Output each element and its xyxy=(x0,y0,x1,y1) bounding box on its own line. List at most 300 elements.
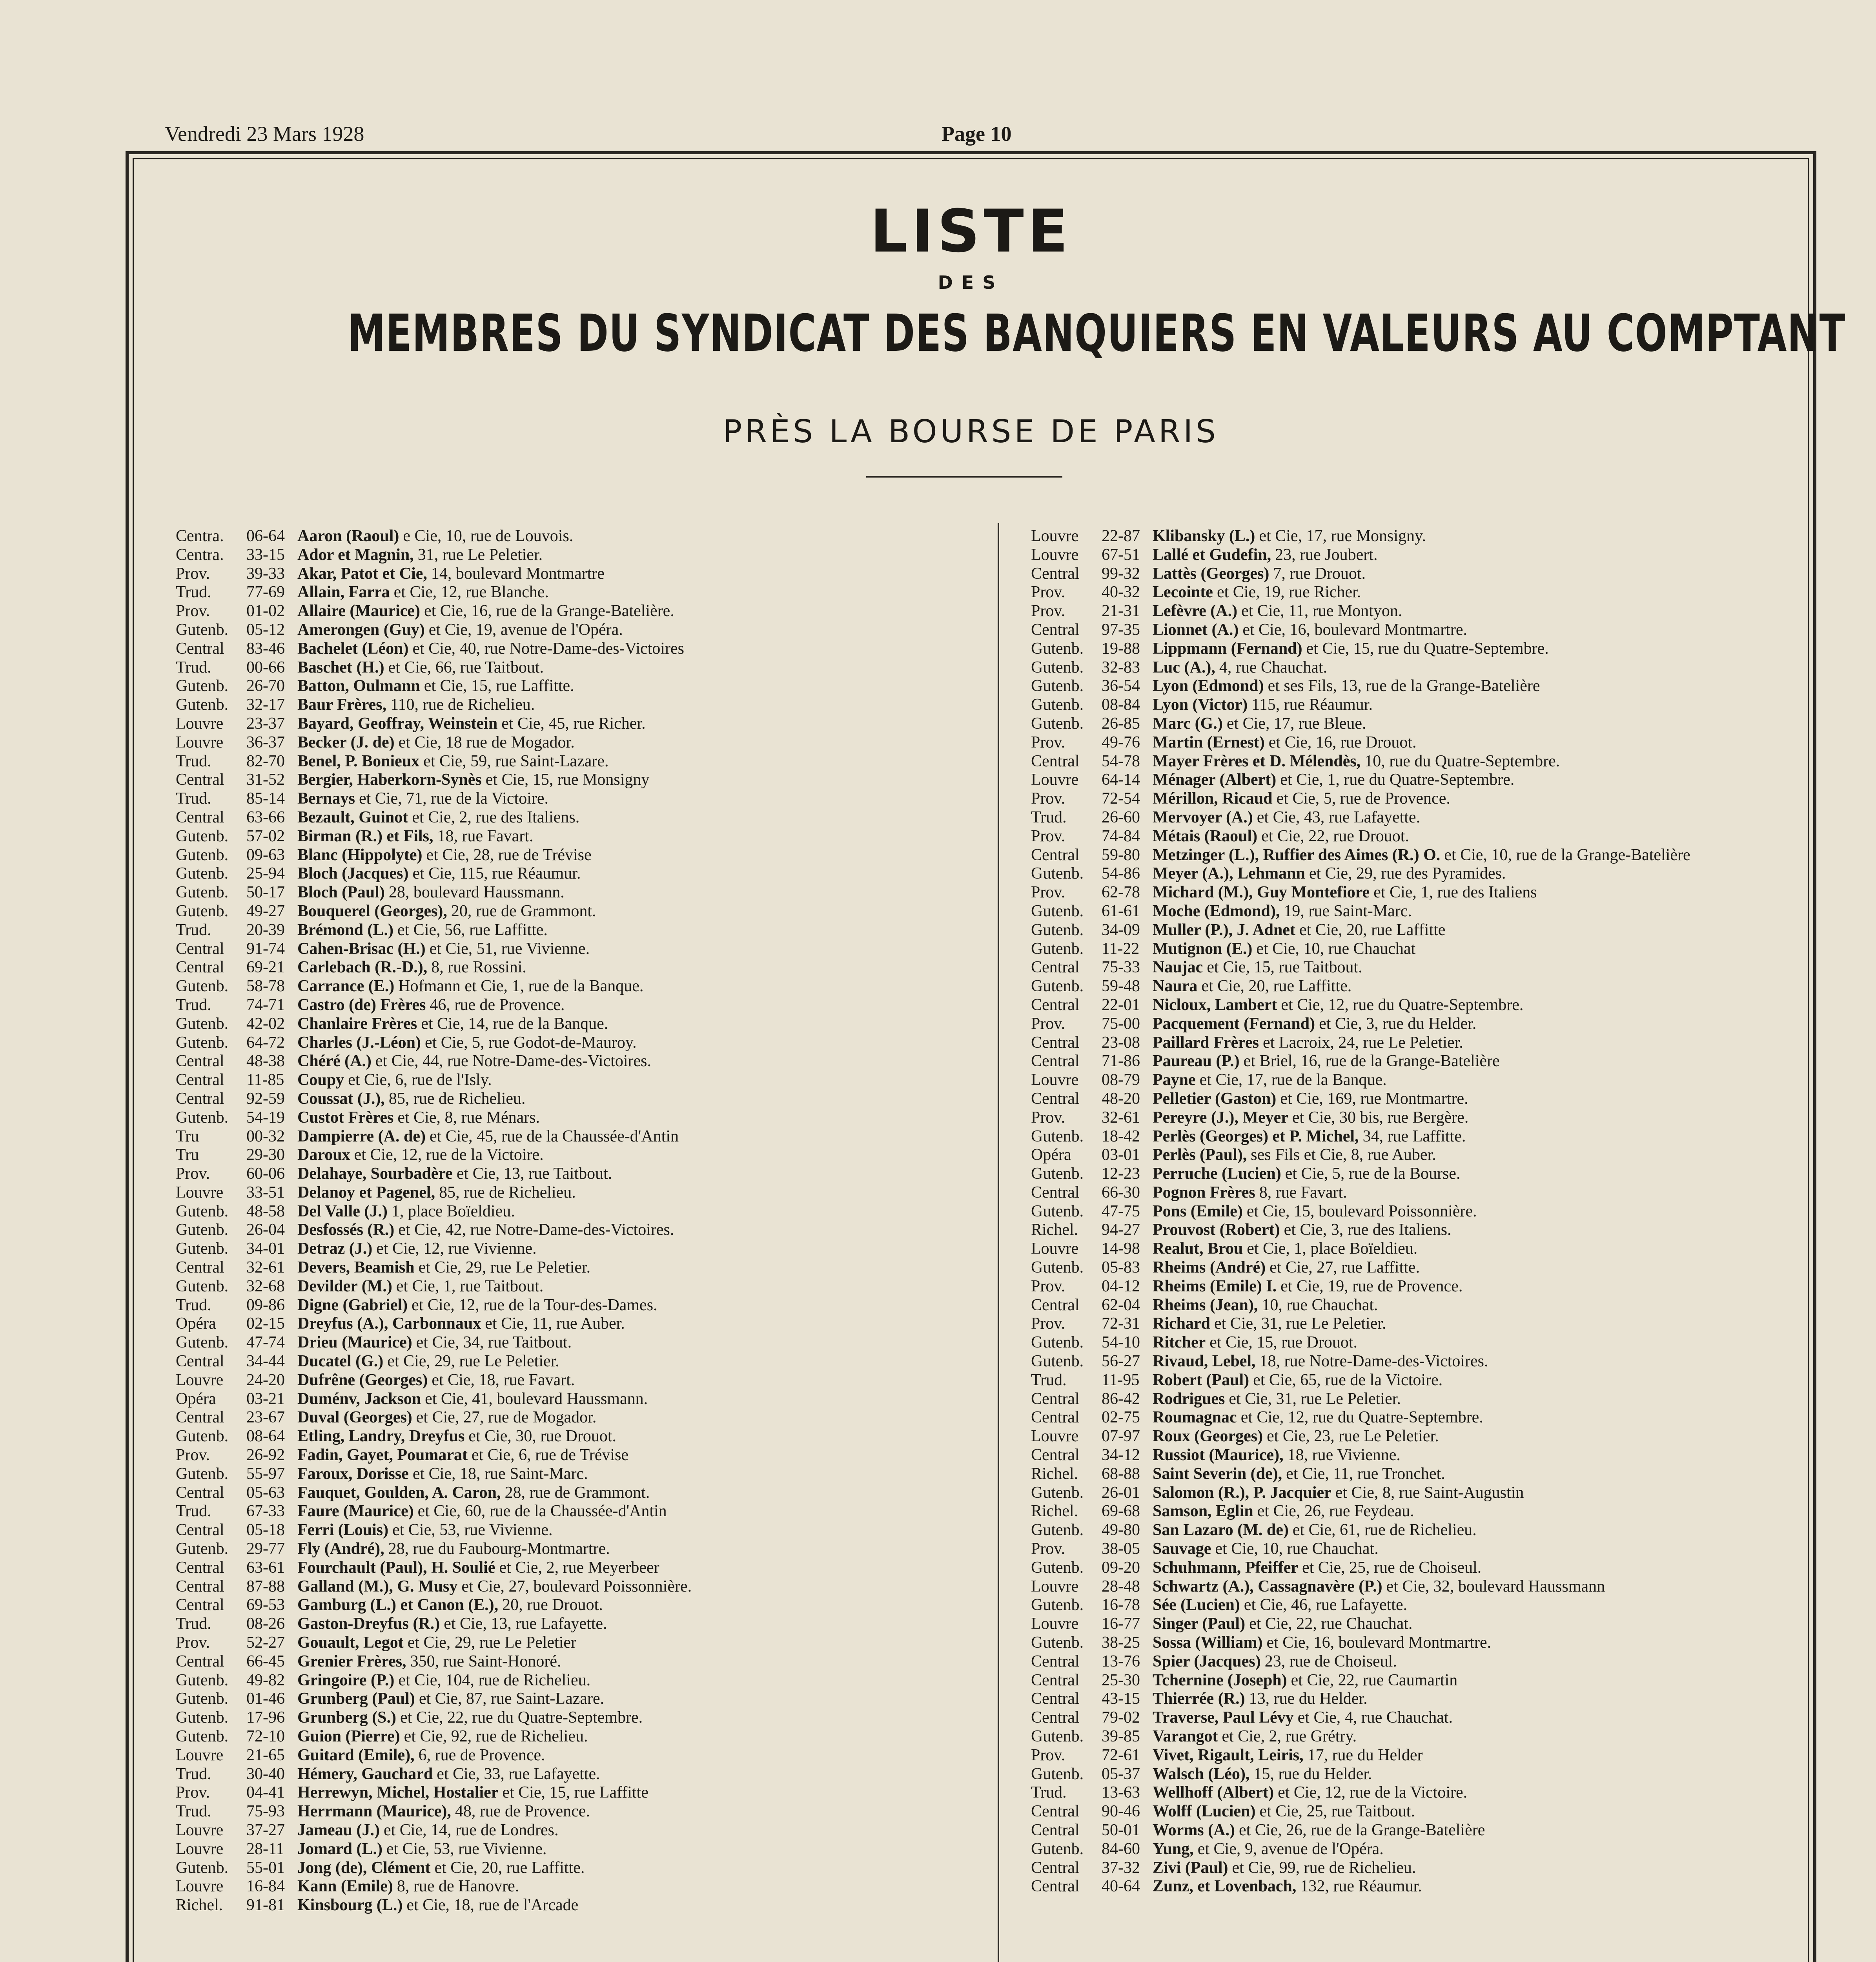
member-exchange: Central xyxy=(176,639,224,658)
member-row xyxy=(1031,583,1808,602)
member-address: 4, rue Chauchat. xyxy=(1219,658,1328,676)
member-telephone: 16-84 xyxy=(246,1877,285,1896)
member-exchange: Gutenb. xyxy=(1031,1840,1084,1858)
member-exchange: Opéra xyxy=(1031,1146,1071,1164)
member-address: et Cie, 65, rue de la Victoire. xyxy=(1253,1371,1443,1389)
member-exchange: Richel. xyxy=(1031,1221,1078,1239)
member-name: Walsch (Léo), xyxy=(1153,1765,1250,1783)
member-address: et Cie, 60, rue de la Chaussée-d'Antin xyxy=(417,1502,667,1521)
member-name: Allaire (Maurice) xyxy=(297,602,420,620)
member-telephone: 13-76 xyxy=(1102,1652,1140,1670)
member-name: Ferri (Louis) xyxy=(297,1521,389,1539)
member-exchange: Gutenb. xyxy=(176,1033,229,1052)
member-exchange: Prov. xyxy=(1031,1277,1065,1295)
member-telephone: 87-88 xyxy=(246,1577,285,1595)
member-exchange: Gutenb. xyxy=(1031,1596,1084,1614)
member-name: Baschet (H.) xyxy=(297,658,384,676)
member-exchange: Gutenb. xyxy=(1031,1558,1084,1577)
member-telephone: 60-06 xyxy=(246,1165,285,1183)
member-telephone: 03-01 xyxy=(1102,1146,1140,1164)
member-name: San Lazaro (M. de) xyxy=(1153,1521,1289,1539)
member-exchange: Louvre xyxy=(1031,1577,1079,1595)
member-name: Roumagnac xyxy=(1153,1408,1237,1427)
member-row xyxy=(1031,1615,1808,1634)
member-name: Samson, Eglin xyxy=(1153,1502,1253,1521)
member-address: 34, rue Laffitte. xyxy=(1362,1127,1466,1145)
member-address: et Cie, 32, boulevard Haussmann xyxy=(1386,1577,1605,1595)
member-telephone: 24-20 xyxy=(246,1371,285,1389)
member-address: 14, boulevard Montmartre xyxy=(431,564,605,583)
member-row xyxy=(1031,771,1808,790)
title-liste: LISTE xyxy=(870,197,1072,266)
member-name: Roux (Georges) xyxy=(1153,1427,1263,1446)
member-telephone: 71-86 xyxy=(1102,1052,1140,1070)
member-row xyxy=(176,1727,996,1746)
member-row xyxy=(176,546,996,565)
member-exchange: Prov. xyxy=(176,1634,210,1652)
member-row xyxy=(176,1877,996,1896)
member-row xyxy=(176,1484,996,1502)
member-row xyxy=(1031,1296,1808,1315)
member-exchange: Trud. xyxy=(1031,1783,1067,1802)
member-row xyxy=(176,1502,996,1521)
member-exchange: Gutenb. xyxy=(176,883,229,902)
member-row xyxy=(176,1634,996,1652)
member-address: et Cie, 15, rue Laffitte xyxy=(502,1783,648,1802)
member-row xyxy=(176,977,996,996)
member-telephone: 72-54 xyxy=(1102,790,1140,808)
member-telephone: 19-88 xyxy=(1102,639,1140,658)
member-row xyxy=(1031,790,1808,808)
member-exchange: Central xyxy=(176,1258,224,1277)
member-address: et Cie, 66, rue Taitbout. xyxy=(388,658,544,676)
member-row xyxy=(176,1652,996,1671)
member-address: et Cie, 14, rue de la Banque. xyxy=(421,1014,608,1033)
member-telephone: 54-10 xyxy=(1102,1333,1140,1352)
member-address: et Cie, 5, rue Godot-de-Mauroy. xyxy=(424,1033,637,1052)
member-name: Zunz, et Lovenbach, xyxy=(1153,1877,1297,1896)
member-address: 8, rue Rossini. xyxy=(431,958,526,977)
member-telephone: 54-86 xyxy=(1102,864,1140,883)
member-name: Aaron (Raoul) xyxy=(297,527,399,545)
member-address: 10, rue du Quatre-Septembre. xyxy=(1364,752,1560,770)
member-exchange: Louvre xyxy=(1031,1427,1079,1446)
member-exchange: Trud. xyxy=(176,583,211,602)
member-address: 7, rue Drouot. xyxy=(1273,564,1366,583)
title-rule xyxy=(866,476,1062,478)
member-telephone: 62-78 xyxy=(1102,883,1140,902)
member-telephone: 01-02 xyxy=(246,602,285,620)
member-address: et Cie, 25, rue de Choiseul. xyxy=(1302,1558,1482,1577)
member-name: Schwartz (A.), Cassagnavère (P.) xyxy=(1153,1577,1382,1595)
member-telephone: 31-52 xyxy=(246,771,285,789)
member-row xyxy=(1031,696,1808,715)
member-name: Realut, Brou xyxy=(1153,1240,1243,1258)
member-row xyxy=(1031,1146,1808,1165)
member-address: et Cie, 1, rue du Quatre-Septembre. xyxy=(1280,771,1515,789)
member-name: Faroux, Dorisse xyxy=(297,1464,409,1483)
member-telephone: 66-45 xyxy=(246,1652,285,1670)
member-name: Lecointe xyxy=(1153,583,1213,602)
member-address: et Cie, 10, rue Chauchat xyxy=(1256,939,1416,958)
member-address: et Cie, 51, rue Vivienne. xyxy=(429,939,590,958)
member-row xyxy=(176,808,996,827)
member-exchange: Prov. xyxy=(176,1165,210,1183)
member-name: Traverse, Paul Lévy xyxy=(1153,1709,1294,1727)
member-row xyxy=(176,996,996,1015)
member-name: Paillard Frères xyxy=(1153,1033,1259,1052)
member-name: Duménv, Jackson xyxy=(297,1389,421,1408)
member-address: et Cie, 5, rue de Provence. xyxy=(1276,790,1450,808)
member-telephone: 63-61 xyxy=(246,1558,285,1577)
member-row xyxy=(176,1521,996,1540)
member-address: 20, rue Drouot. xyxy=(502,1596,603,1614)
member-row xyxy=(1031,1221,1808,1240)
member-telephone: 59-80 xyxy=(1102,846,1140,864)
member-telephone: 54-19 xyxy=(246,1108,285,1127)
member-exchange: Prov. xyxy=(1031,1315,1065,1333)
member-exchange: Prov. xyxy=(176,1446,210,1464)
member-exchange: Gutenb. xyxy=(176,677,229,695)
member-exchange: Gutenb. xyxy=(176,1540,229,1558)
member-exchange: Central xyxy=(176,1558,224,1577)
member-telephone: 50-17 xyxy=(246,883,285,902)
member-telephone: 34-01 xyxy=(246,1240,285,1258)
member-address: et Cie, 29, rue des Pyramides. xyxy=(1309,864,1506,883)
member-telephone: 33-51 xyxy=(246,1183,285,1202)
member-exchange: Central xyxy=(176,1577,224,1595)
member-telephone: 29-30 xyxy=(246,1146,285,1164)
member-name: Lattès (Georges) xyxy=(1153,564,1269,583)
member-telephone: 05-37 xyxy=(1102,1765,1140,1783)
member-address: et Cie, 41, boulevard Haussmann. xyxy=(425,1389,648,1408)
member-telephone: 16-77 xyxy=(1102,1615,1140,1633)
member-address: et Cie, 8, rue Ménars. xyxy=(397,1108,540,1127)
member-row xyxy=(176,940,996,959)
member-row xyxy=(1031,1071,1808,1090)
member-name: Naujac xyxy=(1153,958,1203,977)
member-telephone: 84-60 xyxy=(1102,1840,1140,1858)
member-name: Lionnet (A.) xyxy=(1153,620,1239,639)
member-telephone: 90-46 xyxy=(1102,1802,1140,1821)
member-exchange: Louvre xyxy=(1031,527,1079,545)
member-row xyxy=(176,1258,996,1277)
member-exchange: Gutenb. xyxy=(1031,1165,1084,1183)
member-row xyxy=(176,1390,996,1409)
member-telephone: 09-20 xyxy=(1102,1558,1140,1577)
member-exchange: Central xyxy=(1031,1877,1080,1896)
member-telephone: 05-63 xyxy=(246,1483,285,1502)
member-exchange: Gutenb. xyxy=(176,620,229,639)
member-name: Drieu (Maurice) xyxy=(297,1333,412,1352)
member-name: Wellhoff (Albert) xyxy=(1153,1783,1274,1802)
member-name: Varangot xyxy=(1153,1727,1218,1745)
member-row xyxy=(1031,527,1808,546)
member-address: et Cie, 11, rue Tronchet. xyxy=(1286,1464,1445,1483)
member-row xyxy=(176,1221,996,1240)
member-telephone: 91-74 xyxy=(246,939,285,958)
member-exchange: Gutenb. xyxy=(176,1277,229,1295)
member-telephone: 77-69 xyxy=(246,583,285,602)
member-row xyxy=(176,1090,996,1109)
member-row xyxy=(1031,1765,1808,1784)
member-row xyxy=(176,1146,996,1165)
member-address: et Cie, 19, rue Richer. xyxy=(1217,583,1361,602)
member-address: 132, rue Réaumur. xyxy=(1300,1877,1422,1896)
member-exchange: Trud. xyxy=(176,1615,211,1633)
member-exchange: Gutenb. xyxy=(176,1202,229,1220)
member-name: Russiot (Maurice), xyxy=(1153,1446,1284,1464)
member-address: et Cie, 23, rue Le Peletier. xyxy=(1267,1427,1439,1446)
member-name: Grunberg (S.) xyxy=(297,1709,396,1727)
member-address: 28, boulevard Haussmann. xyxy=(388,883,565,902)
member-row xyxy=(176,621,996,640)
member-address: et Cie, 17, rue Bleue. xyxy=(1226,714,1366,733)
member-telephone: 02-75 xyxy=(1102,1408,1140,1427)
member-exchange: Central xyxy=(1031,1089,1080,1108)
member-telephone: 37-32 xyxy=(1102,1858,1140,1877)
member-telephone: 22-01 xyxy=(1102,996,1140,1014)
member-exchange: Gutenb. xyxy=(176,902,229,920)
member-telephone: 32-83 xyxy=(1102,658,1140,676)
member-row xyxy=(1031,1577,1808,1596)
member-exchange: Gutenb. xyxy=(176,1108,229,1127)
member-exchange: Gutenb. xyxy=(1031,1202,1084,1220)
member-exchange: Louvre xyxy=(1031,771,1079,789)
member-name: Lyon (Edmond) xyxy=(1153,677,1264,695)
member-row xyxy=(1031,1596,1808,1615)
member-name: Devilder (M.) xyxy=(297,1277,392,1295)
member-row xyxy=(1031,1859,1808,1878)
member-address: et Cie, 27, rue Laffitte. xyxy=(1269,1258,1420,1277)
member-name: Daroux xyxy=(297,1146,350,1164)
member-telephone: 11-22 xyxy=(1102,939,1140,958)
member-name: Baur Frères, xyxy=(297,696,387,714)
member-name: Naura xyxy=(1153,977,1198,996)
member-exchange: Trud. xyxy=(176,1765,211,1783)
member-name: Amerongen (Guy) xyxy=(297,620,425,639)
member-address: 20, rue de Grammont. xyxy=(451,902,596,920)
member-telephone: 04-41 xyxy=(246,1783,285,1802)
member-address: et Cie, 16, rue de la Grange-Batelière. xyxy=(424,602,674,620)
member-row xyxy=(1031,1352,1808,1371)
member-exchange: Gutenb. xyxy=(1031,1127,1084,1145)
member-name: Michard (M.), Guy Montefiore xyxy=(1153,883,1370,902)
member-address: 17, rue du Helder xyxy=(1307,1746,1423,1764)
member-name: Coupy xyxy=(297,1071,344,1089)
member-telephone: 55-01 xyxy=(246,1858,285,1877)
member-exchange: Louvre xyxy=(176,1821,224,1839)
member-name: Salomon (R.), P. Jacquier xyxy=(1153,1483,1331,1502)
member-name: Schuhmann, Pfeiffer xyxy=(1153,1558,1298,1577)
member-telephone: 17-96 xyxy=(246,1709,285,1727)
member-address: 48, rue de Provence. xyxy=(455,1802,590,1821)
member-exchange: Trud. xyxy=(176,996,211,1014)
member-row xyxy=(1031,958,1808,977)
member-row xyxy=(176,1577,996,1596)
member-address: et Cie, 1, place Boïeldieu. xyxy=(1247,1240,1418,1258)
member-row xyxy=(1031,1371,1808,1390)
member-name: Sauvage xyxy=(1153,1540,1211,1558)
member-telephone: 99-32 xyxy=(1102,564,1140,583)
member-name: Fauquet, Goulden, A. Caron, xyxy=(297,1483,501,1502)
member-telephone: 22-87 xyxy=(1102,527,1140,545)
member-exchange: Central xyxy=(1031,1821,1080,1839)
member-address: 13, rue du Helder. xyxy=(1249,1690,1368,1708)
member-address: et Cie, 8, rue Saint-Augustin xyxy=(1335,1483,1524,1502)
member-row xyxy=(176,1615,996,1634)
member-row xyxy=(1031,1465,1808,1484)
member-row xyxy=(176,1165,996,1183)
member-row xyxy=(1031,1634,1808,1652)
member-exchange: Louvre xyxy=(1031,1071,1079,1089)
member-address: et Cie, 16, rue Drouot. xyxy=(1268,733,1417,751)
member-address: et Cie, 30 bis, rue Bergère. xyxy=(1292,1108,1469,1127)
member-telephone: 85-14 xyxy=(246,790,285,808)
member-telephone: 20-39 xyxy=(246,921,285,939)
member-address: 15, rue du Helder. xyxy=(1253,1765,1372,1783)
member-exchange: Central xyxy=(176,771,224,789)
member-name: Guion (Pierre) xyxy=(297,1727,400,1745)
member-telephone: 83-46 xyxy=(246,639,285,658)
member-address: et Cie, 71, rue de la Victoire. xyxy=(359,790,549,808)
member-exchange: Prov. xyxy=(1031,883,1065,902)
member-row xyxy=(1031,1202,1808,1221)
member-row xyxy=(176,1202,996,1221)
member-address: et Cie, 22, rue Caumartin xyxy=(1291,1671,1458,1689)
member-telephone: 61-61 xyxy=(1102,902,1140,920)
member-row xyxy=(176,1052,996,1071)
member-telephone: 28-11 xyxy=(246,1840,284,1858)
member-name: Kann (Emile) xyxy=(297,1877,393,1896)
member-address: et Cie, 22, rue Drouot. xyxy=(1261,827,1409,845)
member-row xyxy=(176,1015,996,1034)
member-exchange: Louvre xyxy=(176,1840,224,1858)
member-name: Birman (R.) et Fils, xyxy=(297,827,433,845)
member-name: Bouquerel (Georges), xyxy=(297,902,447,920)
member-name: Dreyfus (A.), Carbonnaux xyxy=(297,1315,481,1333)
member-exchange: Gutenb. xyxy=(176,1221,229,1239)
member-exchange: Gutenb. xyxy=(176,696,229,714)
member-row xyxy=(176,640,996,658)
member-telephone: 16-78 xyxy=(1102,1596,1140,1614)
member-row xyxy=(176,1277,996,1296)
member-telephone: 47-74 xyxy=(246,1333,285,1352)
member-name: Herrmann (Maurice), xyxy=(297,1802,451,1821)
member-exchange: Gutenb. xyxy=(1031,1765,1084,1783)
member-telephone: 05-18 xyxy=(246,1521,285,1539)
member-name: Lippmann (Fernand) xyxy=(1153,639,1302,658)
member-address: et Cie, 12, rue Blanche. xyxy=(393,583,549,602)
member-row xyxy=(1031,677,1808,696)
member-exchange: Trud. xyxy=(176,1802,211,1821)
member-exchange: Central xyxy=(1031,1296,1080,1314)
member-name: Faure (Maurice) xyxy=(297,1502,414,1521)
member-row xyxy=(176,1296,996,1315)
member-telephone: 75-33 xyxy=(1102,958,1140,977)
member-address: 115, rue Réaumur. xyxy=(1251,696,1373,714)
member-address: et Briel, 16, rue de la Grange-Batelière xyxy=(1243,1052,1500,1070)
member-exchange: Centra. xyxy=(176,527,224,545)
member-exchange: Central xyxy=(1031,958,1080,977)
member-telephone: 94-27 xyxy=(1102,1221,1140,1239)
member-address: et Cie, 15, rue Taitbout. xyxy=(1207,958,1362,977)
member-row xyxy=(176,1352,996,1371)
member-address: et Cie, 17, rue de la Banque. xyxy=(1199,1071,1387,1089)
member-name: Galland (M.), G. Musy xyxy=(297,1577,458,1595)
member-exchange: Gutenb. xyxy=(176,1727,229,1745)
member-exchange: Gutenb. xyxy=(1031,639,1084,658)
member-row xyxy=(176,752,996,771)
member-telephone: 74-71 xyxy=(246,996,285,1014)
member-telephone: 64-14 xyxy=(1102,771,1140,789)
member-address: Hofmann et Cie, 1, rue de la Banque. xyxy=(398,977,644,996)
member-name: Jameau (J.) xyxy=(297,1821,380,1839)
member-address: et Cie, 44, rue Notre-Dame-des-Victoires. xyxy=(375,1052,651,1070)
member-telephone: 34-44 xyxy=(246,1352,285,1371)
member-exchange: Central xyxy=(176,1089,224,1108)
member-row xyxy=(1031,1333,1808,1352)
member-exchange: Prov. xyxy=(176,564,210,583)
member-name: Becker (J. de) xyxy=(297,733,395,751)
member-telephone: 14-98 xyxy=(1102,1240,1140,1258)
member-telephone: 40-64 xyxy=(1102,1877,1140,1896)
member-address: et Cie, 53, rue Vivienne. xyxy=(386,1840,547,1858)
member-name: Dampierre (A. de) xyxy=(297,1127,426,1145)
member-row xyxy=(176,1559,996,1577)
member-exchange: Central xyxy=(176,1408,224,1427)
member-name: Perlès (Georges) et P. Michel, xyxy=(1153,1127,1359,1145)
member-row xyxy=(1031,1802,1808,1821)
member-row xyxy=(176,771,996,790)
member-row xyxy=(1031,1709,1808,1727)
title-subtitle: PRÈS LA BOURSE DE PARIS xyxy=(723,413,1219,450)
member-name: Carlebach (R.-D.), xyxy=(297,958,428,977)
member-row xyxy=(1031,1127,1808,1146)
member-address: et Cie, 31, rue Le Peletier. xyxy=(1214,1315,1386,1333)
member-exchange: Central xyxy=(1031,1183,1080,1202)
member-row xyxy=(1031,1484,1808,1502)
member-telephone: 01-46 xyxy=(246,1690,285,1708)
member-exchange: Opéra xyxy=(176,1315,216,1333)
member-telephone: 69-53 xyxy=(246,1596,285,1614)
member-address: et Cie, 6, rue de Trévise xyxy=(471,1446,629,1464)
member-telephone: 59-48 xyxy=(1102,977,1140,996)
member-name: Benel, P. Bonieux xyxy=(297,752,420,770)
member-name: Fly (André), xyxy=(297,1540,384,1558)
member-telephone: 34-12 xyxy=(1102,1446,1140,1464)
member-exchange: Trud. xyxy=(176,752,211,770)
member-telephone: 00-66 xyxy=(246,658,285,676)
member-row xyxy=(176,1540,996,1559)
member-telephone: 48-58 xyxy=(246,1202,285,1220)
member-name: Bernays xyxy=(297,790,355,808)
member-telephone: 08-79 xyxy=(1102,1071,1140,1089)
member-address: 85, rue de Richelieu. xyxy=(388,1089,526,1108)
member-name: Yung, xyxy=(1153,1840,1194,1858)
member-name: Moche (Edmond), xyxy=(1153,902,1280,920)
member-telephone: 26-70 xyxy=(246,677,285,695)
member-telephone: 26-92 xyxy=(246,1446,285,1464)
member-name: Sée (Lucien) xyxy=(1153,1596,1240,1614)
member-telephone: 11-95 xyxy=(1102,1371,1140,1389)
member-exchange: Gutenb. xyxy=(176,1464,229,1483)
member-name: Rheims (Jean), xyxy=(1153,1296,1258,1314)
member-name: Kinsbourg (L.) xyxy=(297,1896,403,1915)
member-exchange: Gutenb. xyxy=(176,1690,229,1708)
member-address: et Cie, 13, rue Lafayette. xyxy=(444,1615,607,1633)
member-name: Pognon Frères xyxy=(1153,1183,1255,1202)
